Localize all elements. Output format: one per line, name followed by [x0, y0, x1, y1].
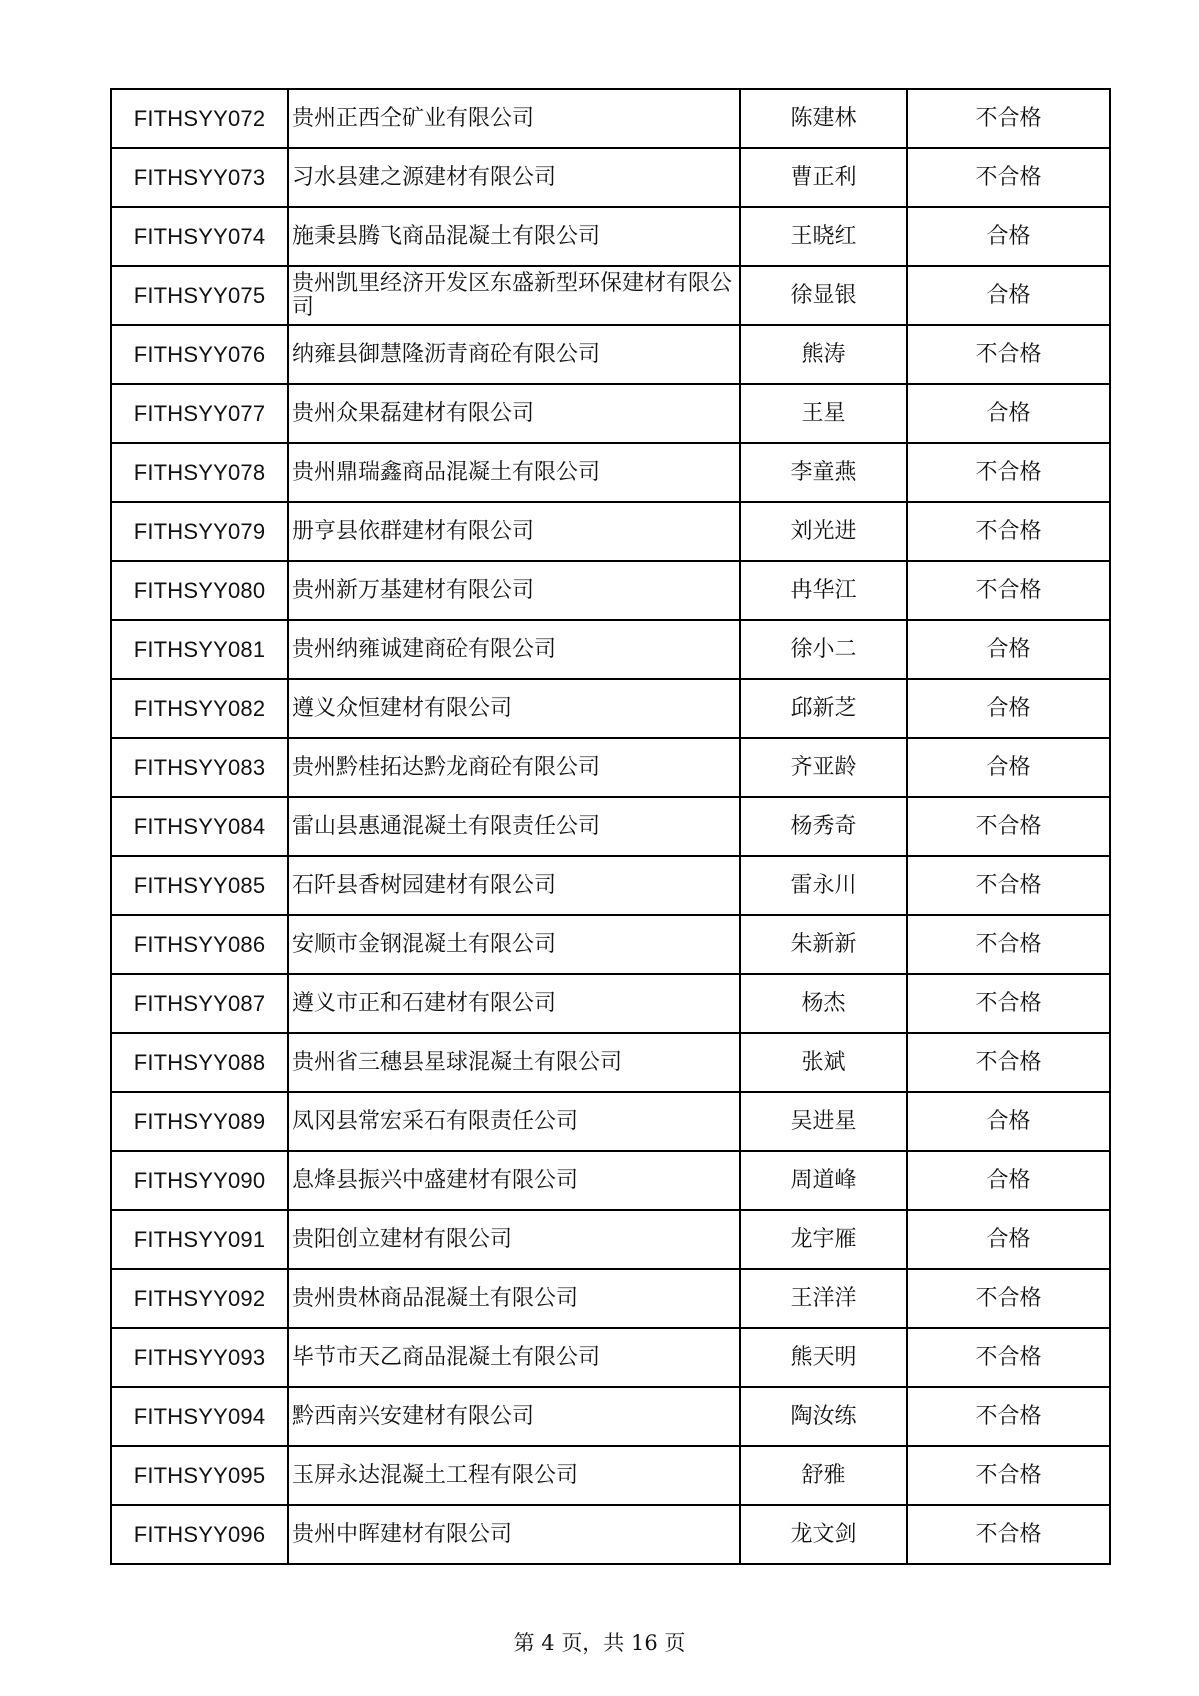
contact-person-cell: 周道峰	[740, 1151, 907, 1210]
result-cell: 合格	[907, 620, 1110, 679]
table-row	[111, 325, 1110, 384]
table-row	[111, 1033, 1110, 1092]
contact-person-cell: 朱新新	[740, 915, 907, 974]
contact-person-cell: 吴进星	[740, 1092, 907, 1151]
company-name-cell: 黔西南兴安建材有限公司	[288, 1387, 740, 1446]
table-row	[111, 738, 1110, 797]
table-row	[111, 384, 1110, 443]
company-name-cell: 安顺市金钢混凝土有限公司	[288, 915, 740, 974]
sample-code-cell: FITHSYY088	[111, 1033, 288, 1092]
contact-person-cell: 徐显银	[740, 266, 907, 325]
table-row	[111, 974, 1110, 1033]
company-name-cell: 贵州凯里经济开发区东盛新型环保建材有限公司	[288, 266, 740, 325]
table-row	[111, 148, 1110, 207]
company-name-cell: 册亨县依群建材有限公司	[288, 502, 740, 561]
result-cell: 不合格	[907, 1505, 1110, 1564]
contact-person-cell: 邱新芝	[740, 679, 907, 738]
result-cell: 不合格	[907, 325, 1110, 384]
result-cell: 不合格	[907, 797, 1110, 856]
contact-person-cell: 熊涛	[740, 325, 907, 384]
table-row	[111, 1446, 1110, 1505]
contact-person-cell: 齐亚龄	[740, 738, 907, 797]
sample-code-cell: FITHSYY078	[111, 443, 288, 502]
page-footer	[0, 1627, 1199, 1657]
company-name-cell: 贵州正西仝矿业有限公司	[288, 89, 740, 148]
footer-suffix: 页	[664, 1631, 686, 1655]
table-row	[111, 443, 1110, 502]
sample-code-cell: FITHSYY092	[111, 1269, 288, 1328]
result-cell: 合格	[907, 384, 1110, 443]
result-cell: 不合格	[907, 561, 1110, 620]
sample-code-cell: FITHSYY085	[111, 856, 288, 915]
company-name-cell: 贵州纳雍诚建商砼有限公司	[288, 620, 740, 679]
table-row	[111, 797, 1110, 856]
contact-person-cell: 陶汝练	[740, 1387, 907, 1446]
contact-person-cell: 徐小二	[740, 620, 907, 679]
result-cell: 合格	[907, 679, 1110, 738]
company-name-cell: 贵州众果磊建材有限公司	[288, 384, 740, 443]
result-cell: 不合格	[907, 1328, 1110, 1387]
table-row	[111, 561, 1110, 620]
table-row	[111, 620, 1110, 679]
sample-code-cell: FITHSYY083	[111, 738, 288, 797]
sample-code-cell: FITHSYY084	[111, 797, 288, 856]
sample-code-cell: FITHSYY080	[111, 561, 288, 620]
sample-code-cell: FITHSYY086	[111, 915, 288, 974]
contact-person-cell: 王洋洋	[740, 1269, 907, 1328]
contact-person-cell: 龙宇雁	[740, 1210, 907, 1269]
table-row	[111, 915, 1110, 974]
sample-code-cell: FITHSYY094	[111, 1387, 288, 1446]
sample-code-cell: FITHSYY093	[111, 1328, 288, 1387]
company-name-cell: 石阡县香树园建材有限公司	[288, 856, 740, 915]
sample-code-cell: FITHSYY075	[111, 266, 288, 325]
company-name-cell: 遵义市正和石建材有限公司	[288, 974, 740, 1033]
result-cell: 合格	[907, 266, 1110, 325]
result-cell: 不合格	[907, 89, 1110, 148]
sample-code-cell: FITHSYY076	[111, 325, 288, 384]
contact-person-cell: 刘光进	[740, 502, 907, 561]
sample-code-cell: FITHSYY073	[111, 148, 288, 207]
contact-person-cell: 杨秀奇	[740, 797, 907, 856]
result-cell: 不合格	[907, 974, 1110, 1033]
contact-person-cell: 李童燕	[740, 443, 907, 502]
result-cell: 不合格	[907, 1269, 1110, 1328]
result-cell: 不合格	[907, 856, 1110, 915]
company-name-cell: 贵州新万基建材有限公司	[288, 561, 740, 620]
company-name-cell: 纳雍县御慧隆沥青商砼有限公司	[288, 325, 740, 384]
contact-person-cell: 陈建林	[740, 89, 907, 148]
result-cell: 合格	[907, 1092, 1110, 1151]
table-row	[111, 1387, 1110, 1446]
company-name-cell: 息烽县振兴中盛建材有限公司	[288, 1151, 740, 1210]
contact-person-cell: 龙文剑	[740, 1505, 907, 1564]
company-name-cell: 雷山县惠通混凝土有限责任公司	[288, 797, 740, 856]
footer-middle: 页，共	[561, 1631, 625, 1655]
table-row	[111, 1210, 1110, 1269]
footer-prefix: 第	[513, 1631, 535, 1655]
contact-person-cell: 雷永川	[740, 856, 907, 915]
contact-person-cell: 王晓红	[740, 207, 907, 266]
contact-person-cell: 熊天明	[740, 1328, 907, 1387]
result-cell: 合格	[907, 1151, 1110, 1210]
table-row	[111, 679, 1110, 738]
sample-code-cell: FITHSYY090	[111, 1151, 288, 1210]
company-name-cell: 玉屏永达混凝土工程有限公司	[288, 1446, 740, 1505]
company-name-cell: 贵州中晖建材有限公司	[288, 1505, 740, 1564]
result-cell: 合格	[907, 207, 1110, 266]
result-cell: 不合格	[907, 1387, 1110, 1446]
table-row	[111, 1505, 1110, 1564]
table-row	[111, 89, 1110, 148]
contact-person-cell: 舒雅	[740, 1446, 907, 1505]
result-cell: 不合格	[907, 915, 1110, 974]
table-row	[111, 1092, 1110, 1151]
result-cell: 合格	[907, 738, 1110, 797]
sample-code-cell: FITHSYY096	[111, 1505, 288, 1564]
company-name-cell: 遵义众恒建材有限公司	[288, 679, 740, 738]
footer-current-page: 4	[541, 1631, 555, 1655]
company-name-cell: 毕节市天乙商品混凝土有限公司	[288, 1328, 740, 1387]
table-row	[111, 207, 1110, 266]
company-name-cell: 凤冈县常宏采石有限责任公司	[288, 1092, 740, 1151]
table-row	[111, 266, 1110, 325]
contact-person-cell: 张斌	[740, 1033, 907, 1092]
sample-code-cell: FITHSYY082	[111, 679, 288, 738]
sample-code-cell: FITHSYY087	[111, 974, 288, 1033]
results-table-body	[111, 89, 1110, 1564]
table-row	[111, 1269, 1110, 1328]
contact-person-cell: 冉华江	[740, 561, 907, 620]
results-table	[110, 88, 1111, 1565]
sample-code-cell: FITHSYY074	[111, 207, 288, 266]
contact-person-cell: 曹正利	[740, 148, 907, 207]
result-cell: 不合格	[907, 502, 1110, 561]
result-cell: 不合格	[907, 1033, 1110, 1092]
sample-code-cell: FITHSYY072	[111, 89, 288, 148]
sample-code-cell: FITHSYY089	[111, 1092, 288, 1151]
sample-code-cell: FITHSYY081	[111, 620, 288, 679]
sample-code-cell: FITHSYY095	[111, 1446, 288, 1505]
company-name-cell: 贵州贵林商品混凝土有限公司	[288, 1269, 740, 1328]
result-cell: 合格	[907, 1210, 1110, 1269]
company-name-cell: 贵州鼎瑞鑫商品混凝土有限公司	[288, 443, 740, 502]
company-name-cell: 施秉县腾飞商品混凝土有限公司	[288, 207, 740, 266]
company-name-cell: 贵州省三穗县星球混凝土有限公司	[288, 1033, 740, 1092]
sample-code-cell: FITHSYY077	[111, 384, 288, 443]
sample-code-cell: FITHSYY079	[111, 502, 288, 561]
result-cell: 不合格	[907, 1446, 1110, 1505]
company-name-cell: 贵州黔桂拓达黔龙商砼有限公司	[288, 738, 740, 797]
company-name-cell: 习水县建之源建材有限公司	[288, 148, 740, 207]
table-row	[111, 1151, 1110, 1210]
table-row	[111, 1328, 1110, 1387]
company-name-cell: 贵阳创立建材有限公司	[288, 1210, 740, 1269]
sample-code-cell: FITHSYY091	[111, 1210, 288, 1269]
contact-person-cell: 王星	[740, 384, 907, 443]
result-cell: 不合格	[907, 148, 1110, 207]
table-row	[111, 502, 1110, 561]
table-row	[111, 856, 1110, 915]
contact-person-cell: 杨杰	[740, 974, 907, 1033]
footer-total-pages: 16	[631, 1631, 658, 1655]
result-cell: 不合格	[907, 443, 1110, 502]
